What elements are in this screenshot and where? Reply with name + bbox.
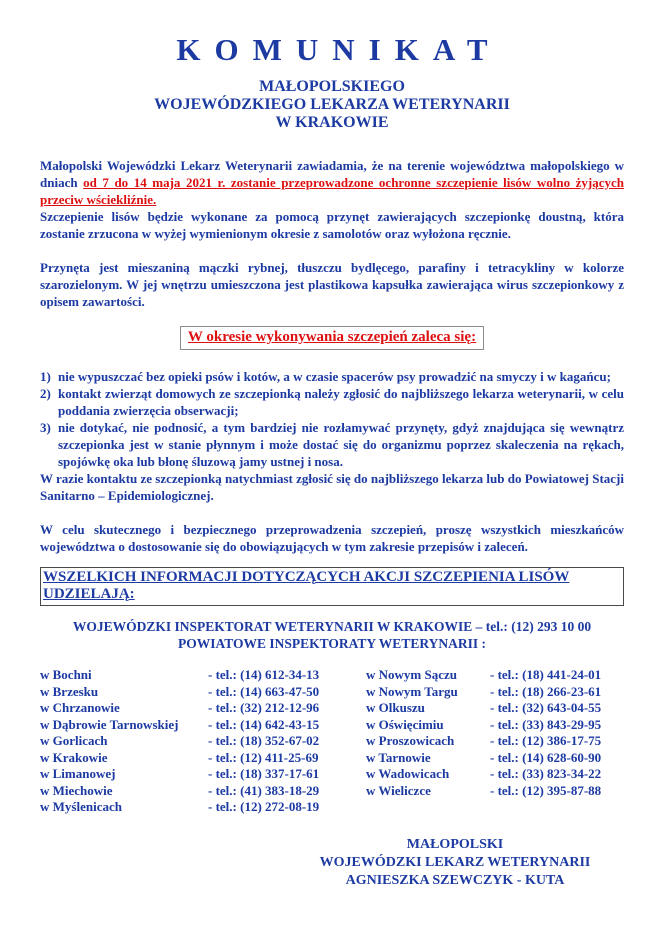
phone-row — [366, 667, 624, 684]
voivodeship-inspectorate-line: WOJEWÓDZKI INSPEKTORAT WETERYNARII W KRAKOWIE – tel.: (12) 293 10 00 — [72, 619, 592, 634]
recommendations-heading: W okresie wykonywania szczepień zaleca się: — [180, 326, 484, 350]
item-number: 3) — [40, 420, 51, 435]
phone-number: - tel.: (41) 383-18-29 — [208, 782, 320, 798]
spacer — [40, 606, 624, 618]
phone-number: - tel.: (33) 823-34-22 — [490, 766, 602, 781]
signature-block — [290, 836, 620, 890]
page-title: KOMUNIKAT — [176, 32, 502, 67]
phone-row — [40, 783, 366, 800]
item-text: nie wypuszczać bez opieki psów i kotów, a w czasie spacerów psy prowadzić na smyczy i w kagańcu; — [58, 369, 611, 384]
phone-row — [366, 750, 624, 767]
intro-method-paragraph: Szczepienie lisów będzie wykonane za pomocą przynęt zawierających szczepionkę doustną, która zostanie zrzucona w wyżej wymienionym okresie z samolotów oraz wyłożona ręcznie. — [40, 209, 624, 241]
city-label: w Limanowej — [40, 766, 116, 781]
phone-column-right — [366, 667, 624, 816]
phone-column-left — [40, 667, 366, 816]
phone-row — [40, 733, 366, 750]
spacer — [40, 132, 624, 157]
item-number: 2) — [40, 386, 51, 401]
closing-paragraph: W celu skutecznego i bezpiecznego przeprowadzenia szczepień, proszę wszystkich mieszkańców województwa o dostosowanie się do obowiązujących w tym zakresie przepisów i zaleceń. — [40, 522, 624, 554]
list-item — [40, 419, 624, 470]
intro-lead-text: Małopolski Wojewódzki Lekarz Weterynarii zawiadamia, że na terenie województwa małopolskiego w dniach — [40, 158, 624, 190]
signature-line: AGNIESZKA SZEWCZYK - KUTA — [345, 872, 565, 888]
phone-row — [366, 717, 624, 734]
city-label: w Brzesku — [40, 683, 99, 699]
spacer — [40, 242, 624, 259]
phone-row — [40, 750, 366, 767]
city-label: w Nowym Targu — [366, 683, 458, 699]
city-label: w Krakowie — [40, 749, 108, 765]
city-label: w Nowym Sączu — [366, 667, 457, 682]
phone-number: - tel.: (14) 642-43-15 — [208, 716, 320, 732]
phone-number: - tel.: (14) 612-34-13 — [208, 667, 320, 682]
info-section-heading: WSZELKICH INFORMACJI DOTYCZĄCYCH AKCJI SZCZEPIENIA LISÓW UDZIELAJĄ: — [40, 567, 624, 606]
phone-number: - tel.: (12) 272-08-19 — [208, 799, 320, 814]
phone-number: - tel.: (12) 386-17-75 — [490, 733, 602, 748]
phone-row — [366, 700, 624, 717]
phone-row — [366, 766, 624, 783]
info-heading-wrap — [40, 567, 624, 606]
phone-row — [366, 733, 624, 750]
phone-directory — [40, 667, 624, 816]
city-label: w Olkuszu — [366, 700, 425, 715]
recommendations-list — [40, 368, 624, 504]
subtitle-line: WOJEWÓDZKIEGO LEKARZA WETERYNARII — [154, 96, 510, 113]
vaccination-dates-highlight: od 7 do 14 maja 2021 r. zostanie przeprowadzone ochronne szczepienie lisów wolno żyjących przeciw wściekliźnie. — [40, 175, 624, 207]
city-label: w Bochni — [40, 667, 92, 682]
list-item — [40, 385, 624, 419]
spacer — [40, 555, 624, 567]
phone-row — [366, 783, 624, 800]
signature-line: WOJEWÓDZKI LEKARZ WETERYNARII — [319, 854, 591, 870]
city-label: w Myślenicach — [40, 799, 122, 814]
phone-number: - tel.: (32) 212-12-96 — [208, 700, 320, 715]
city-label: w Gorlicach — [40, 733, 108, 748]
phone-number: - tel.: (18) 441-24-01 — [490, 667, 602, 682]
list-item — [40, 368, 624, 385]
phone-number: - tel.: (14) 663-47-50 — [208, 683, 320, 699]
phone-number: - tel.: (18) 352-67-02 — [208, 733, 320, 748]
subtitle-line: MAŁOPOLSKIEGO — [259, 78, 405, 95]
city-label: w Chrzanowie — [40, 700, 120, 715]
phone-row — [366, 684, 624, 701]
phone-row — [40, 766, 366, 783]
phone-number: - tel.: (14) 628-60-90 — [490, 749, 602, 765]
city-label: w Oświęcimiu — [366, 716, 444, 732]
phone-number: - tel.: (18) 337-17-61 — [208, 766, 320, 781]
item-text: kontakt zwierząt domowych ze szczepionką należy zgłosić do najbliższego lekarza weterynarii, w celu poddania zwierzęcia obserwacji; — [58, 386, 624, 418]
phone-row — [40, 799, 366, 816]
phone-row — [40, 667, 366, 684]
document-subtitle — [40, 78, 624, 132]
phone-number: - tel.: (12) 395-87-88 — [490, 782, 602, 798]
bait-description-paragraph: Przynęta jest mieszaniną mączki rybnej, tłuszczu bydlęcego, parafiny i tetracykliny w kolorze szarozielonym. W jej wnętrzu umieszczona jest plastikowa kapsułka zawierająca wirus szczepionkowy z opisem zawartości. — [40, 260, 624, 309]
city-label: w Proszowicach — [366, 733, 455, 748]
phone-row — [40, 717, 366, 734]
city-label: w Dąbrowie Tarnowskiej — [40, 716, 179, 732]
phone-row — [40, 684, 366, 701]
subtitle-line: W KRAKOWIE — [275, 114, 389, 131]
item-number: 1) — [40, 369, 51, 384]
phone-row — [40, 700, 366, 717]
phone-number: - tel.: (32) 643-04-55 — [490, 700, 602, 715]
recommendations-heading-wrap — [40, 326, 624, 350]
spacer — [40, 504, 624, 521]
item-text: nie dotykać, nie podnosić, a tym bardziej nie rozłamywać przynęty, gdyż znajdująca się wewnątrz szczepionka jest w stanie płynnym i może dostać się do organizmu poprzez skaleczenia na rękach, spojówkę oka lub błonę śluzową jamy ustnej i nosa. — [58, 420, 624, 469]
phone-number: - tel.: (18) 266-23-61 — [490, 683, 602, 699]
phone-number: - tel.: (33) 843-29-95 — [490, 716, 602, 732]
phone-number: - tel.: (12) 411-25-69 — [208, 749, 319, 765]
city-label: w Wadowicach — [366, 766, 450, 781]
city-label: w Tarnowie — [366, 749, 431, 765]
signature-line: MAŁOPOLSKI — [406, 836, 504, 852]
district-inspectorates-line: POWIATOWE INSPEKTORATY WETERYNARII : — [178, 636, 486, 651]
city-label: w Wieliczce — [366, 782, 431, 798]
contact-followup-paragraph: W razie kontaktu ze szczepionką natychmiast zgłosić się do najbliższego lekarza lub do Powiatowej Stacji Sanitarno – Epidemiologicznej. — [40, 471, 624, 503]
intro-paragraph — [40, 157, 624, 208]
city-label: w Miechowie — [40, 782, 113, 798]
